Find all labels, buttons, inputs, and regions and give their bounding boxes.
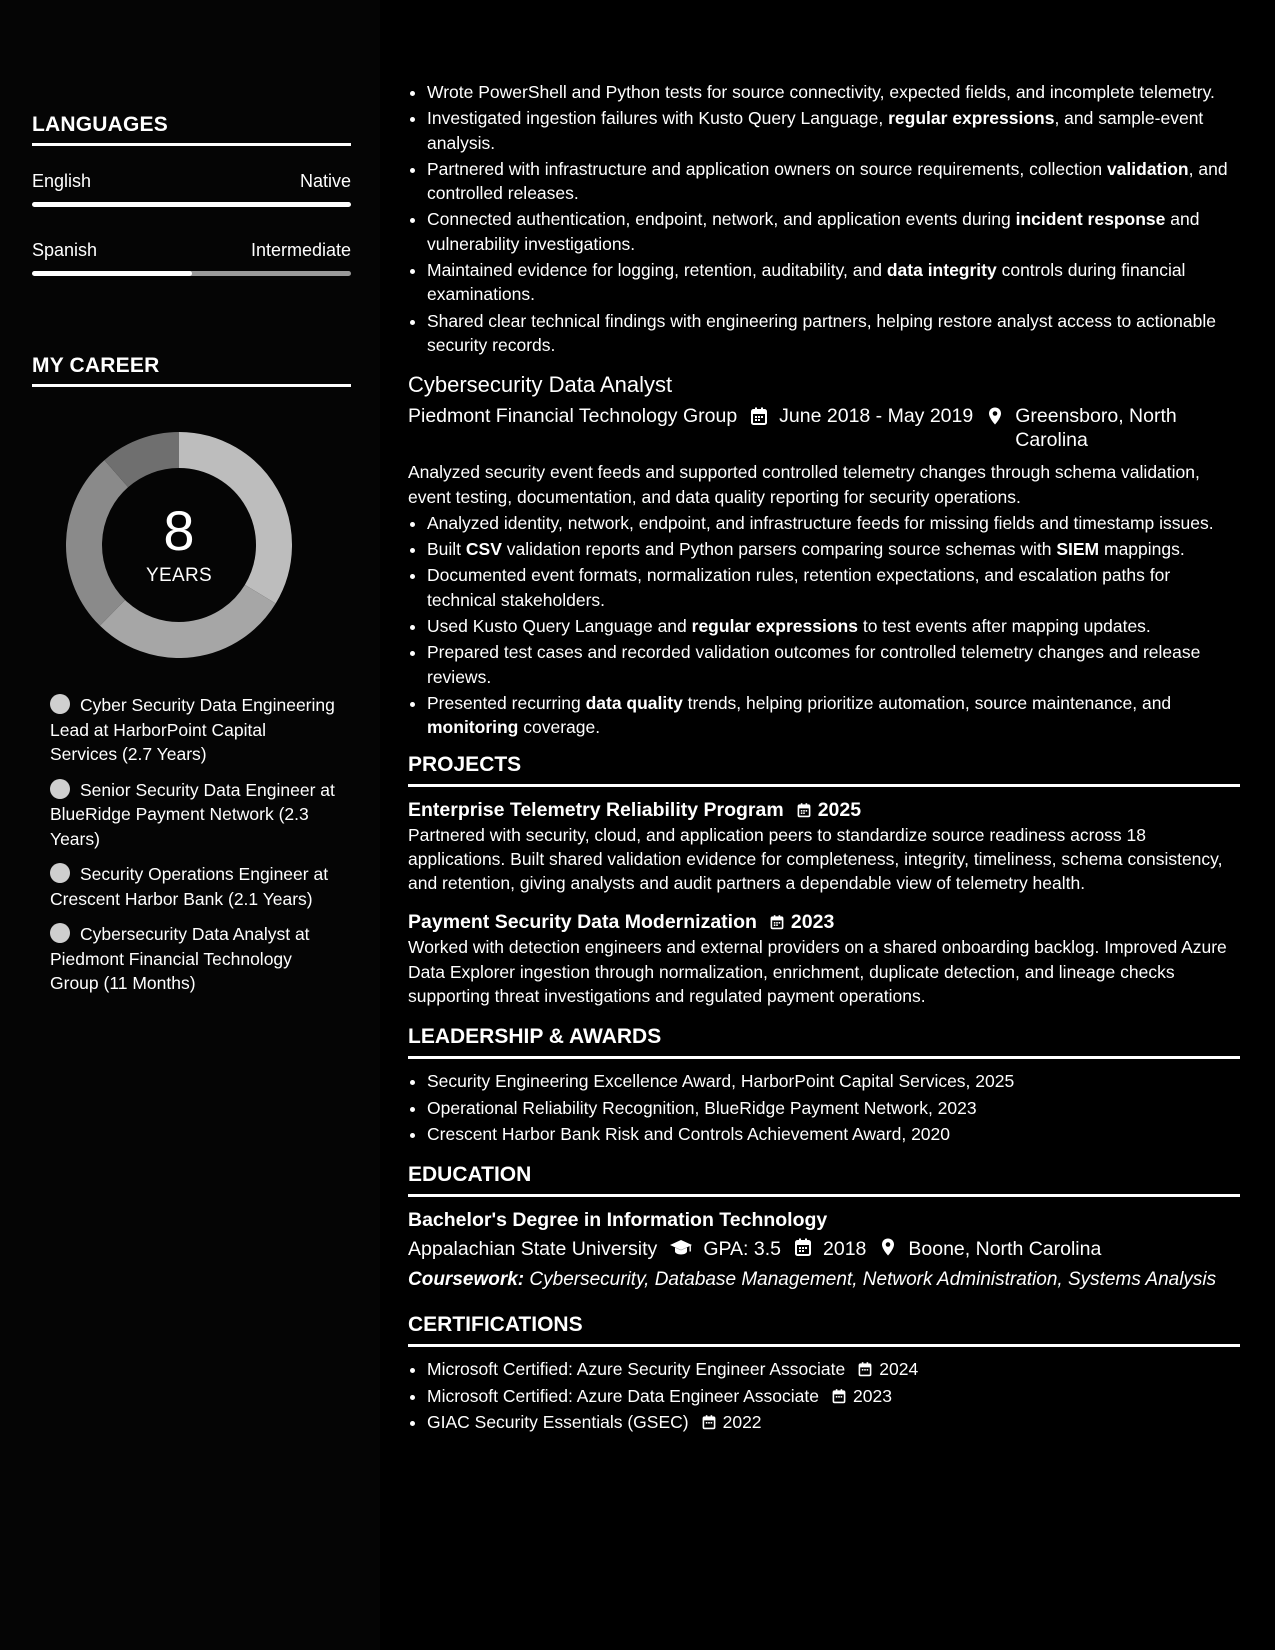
language-bar-fill: [32, 202, 351, 207]
location-pin-icon: [985, 406, 1005, 426]
job-dates: June 2018 - May 2019: [779, 405, 974, 428]
project-description: Partnered with security, cloud, and application peers to standardize source readiness across 18 applications. Built shared validation evidence for completeness, integrity, timeliness, schema consistency, and retention, giving analysts and audit partners a dependable view of telemetry health.: [408, 824, 1223, 894]
language-bar-spanish: [32, 271, 351, 276]
project-title-row: [408, 797, 1240, 823]
education-degree: Bachelor's Degree in Information Technology: [408, 1209, 828, 1232]
list-item: • Investigated ingestion failures with Kusto Query Language, regular expressions, and sample-event analysis.: [427, 106, 1240, 155]
career-heading: MY CAREER: [32, 354, 351, 387]
career-item-text: Senior Security Data Engineer at BlueRidge Payment Network (2.3 Years): [50, 779, 335, 849]
career-item: [50, 693, 335, 767]
project-title-row: [408, 909, 1240, 935]
list-item: • Partnered with infrastructure and application owners on source requirements, collection validation, and controlled releases.: [427, 157, 1240, 206]
job-dates-group: [737, 404, 973, 428]
education-school: Appalachian State University: [408, 1238, 658, 1261]
education-gpa: GPA: 3.5: [703, 1238, 781, 1261]
career-donut-chart: [66, 432, 292, 658]
project-year: 2023: [790, 911, 835, 934]
bullet-dot-icon: [50, 694, 70, 714]
language-bar-english: [32, 202, 351, 207]
job-location: Greensboro, North Carolina: [1015, 405, 1177, 452]
location-pin-icon: [878, 1237, 898, 1257]
language-bar-fill: [32, 271, 192, 276]
project-year: 2025: [817, 798, 862, 821]
language-row-spanish: [32, 240, 351, 261]
list-item: • Security Engineering Excellence Award, HarborPoint Capital Services, 2025: [427, 1069, 1240, 1093]
bullet-dot-icon: [50, 923, 70, 943]
education-coursework: [408, 1268, 1240, 1292]
list-item: • Connected authentication, endpoint, network, and application events during incident response and vulnerability investigations.: [427, 207, 1240, 256]
career-item-text: Security Operations Engineer at Crescent Harbor Bank (2.1 Years): [50, 864, 329, 909]
education-meta: [408, 1237, 1240, 1261]
coursework-text: Cybersecurity, Database Management, Network Administration, Systems Analysis: [524, 1269, 1217, 1291]
job-summary: Analyzed security event feeds and supported controlled telemetry changes through schema validation, event testing, documentation, and data quality reporting for security operations.: [408, 462, 1200, 507]
graduation-cap-icon: [669, 1237, 693, 1257]
list-item: • Used Kusto Query Language and regular expressions to test events after mapping updates.: [427, 614, 1240, 638]
calendar-icon: [793, 1237, 813, 1257]
previous-job-bullets: [408, 80, 1240, 357]
job-bullets: [408, 511, 1240, 740]
calendar-icon: [769, 914, 785, 930]
education-location: Boone, North Carolina: [908, 1238, 1102, 1261]
main-content: [408, 0, 1240, 1436]
list-item: • Prepared test cases and recorded validation outcomes for controlled telemetry changes and release reviews.: [427, 640, 1240, 689]
list-item: • Crescent Harbor Bank Risk and Controls Achievement Award, 2020: [427, 1122, 1240, 1146]
language-level: Native: [299, 171, 351, 191]
list-item: • Shared clear technical findings with engineering partners, helping restore analyst access to actionable security records.: [427, 309, 1240, 358]
project-title: Enterprise Telemetry Reliability Program: [408, 798, 784, 821]
education-year: 2018: [823, 1238, 867, 1261]
career-item-text: Cyber Security Data Engineering Lead at HarborPoint Capital Services (2.7 Years): [50, 695, 335, 764]
career-item-text: Cybersecurity Data Analyst at Piedmont Financial Technology Group (11 Months): [50, 924, 310, 993]
job-title: Cybersecurity Data Analyst: [408, 372, 673, 398]
awards-heading: LEADERSHIP & AWARDS: [408, 1024, 1240, 1059]
calendar-icon: [701, 1414, 717, 1430]
list-item: • Built CSV validation reports and Python parsers comparing source schemas with SIEM mappings.: [427, 537, 1240, 561]
list-item: • Maintained evidence for logging, retention, auditability, and data integrity controls during financial examinations.: [427, 258, 1240, 307]
list-item: • Presented recurring data quality trends, helping prioritize automation, source maintenance, and monitoring coverage.: [427, 691, 1240, 740]
sidebar: [0, 0, 380, 1650]
list-item: • Microsoft Certified: Azure Data Engineer Associate 2023: [427, 1384, 1240, 1408]
career-years-label: YEARS: [146, 565, 212, 586]
career-list: [50, 693, 335, 1007]
calendar-icon: [857, 1361, 873, 1377]
career-item: [50, 778, 335, 852]
language-row-english: [32, 171, 351, 192]
list-item: • Analyzed identity, network, endpoint, and infrastructure feeds for missing fields and timestamp issues.: [427, 511, 1240, 535]
job-location-group: [973, 404, 1215, 452]
coursework-label: Coursework:: [408, 1269, 525, 1291]
project-title: Payment Security Data Modernization: [408, 911, 757, 934]
language-name: Spanish: [32, 240, 98, 260]
calendar-icon: [831, 1388, 847, 1404]
projects-heading: PROJECTS: [408, 752, 1240, 787]
donut-center: [66, 432, 292, 658]
career-item: [50, 922, 335, 996]
bullet-dot-icon: [50, 863, 70, 883]
certifications-heading: CERTIFICATIONS: [408, 1312, 1240, 1347]
bullet-dot-icon: [50, 779, 70, 799]
list-item: • Microsoft Certified: Azure Security Engineer Associate 2024: [427, 1357, 1240, 1381]
awards-list: [408, 1069, 1240, 1146]
language-name: English: [32, 171, 92, 191]
list-item: • Operational Reliability Recognition, BlueRidge Payment Network, 2023: [427, 1096, 1240, 1120]
language-level: Intermediate: [250, 240, 351, 260]
calendar-icon: [749, 406, 769, 426]
list-item: • Documented event formats, normalization rules, retention expectations, and escalation paths for technical stakeholders.: [427, 563, 1240, 612]
job-meta: [408, 404, 1240, 452]
calendar-icon: [796, 802, 812, 818]
career-item: [50, 862, 335, 911]
certifications-list: [408, 1357, 1240, 1434]
project-description: Worked with detection engineers and external providers on a shared onboarding backlog. Improved Azure Data Explorer ingestion through normalization, enrichment, duplicate detection, and lineage checks supporting threat investigations and regulated payment operations.: [408, 937, 1227, 1007]
list-item: • Wrote PowerShell and Python tests for source connectivity, expected fields, and incomplete telemetry.: [427, 80, 1240, 104]
job-company: Piedmont Financial Technology Group: [408, 405, 738, 428]
education-heading: EDUCATION: [408, 1162, 1240, 1197]
career-years-number: 8: [163, 499, 195, 562]
languages-heading: LANGUAGES: [32, 113, 351, 146]
list-item: • GIAC Security Essentials (GSEC) 2022: [427, 1410, 1240, 1434]
